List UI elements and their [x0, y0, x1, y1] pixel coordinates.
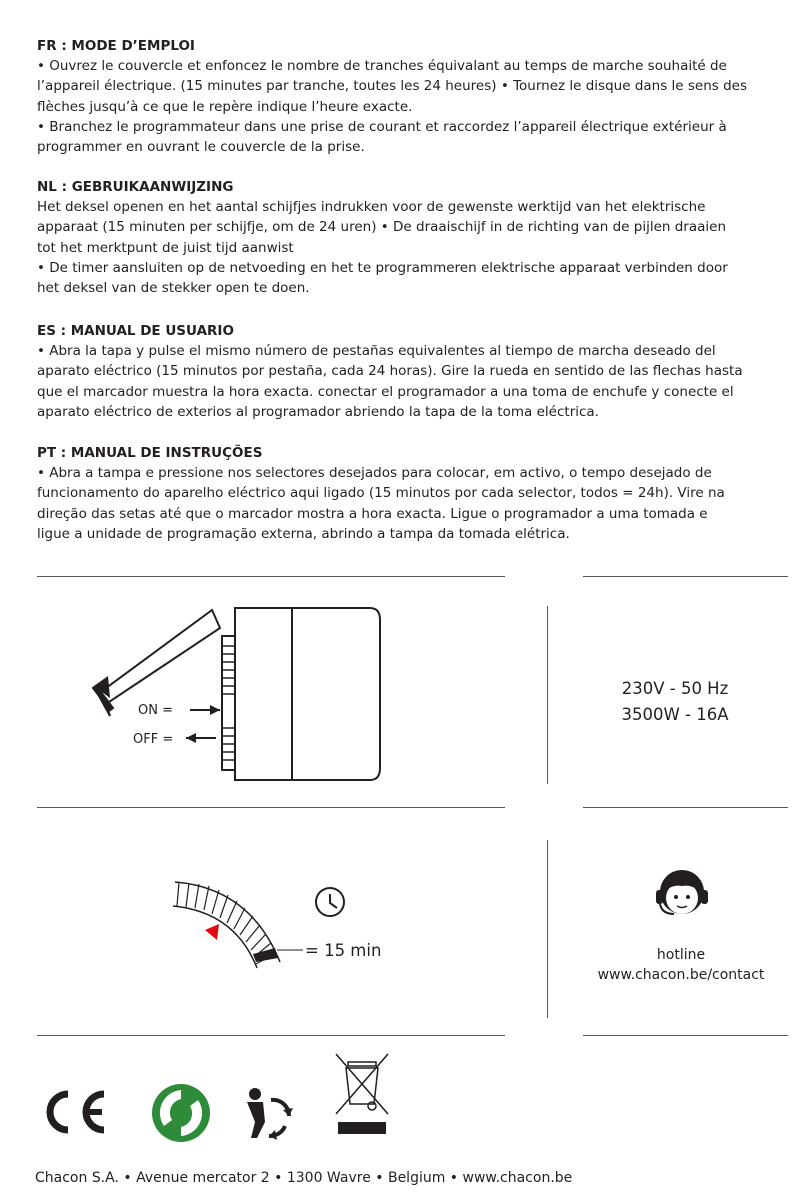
section-line: ligue a unidade de programação externa, abrindo a tampa da tomada elétrica.	[37, 525, 570, 542]
divider-rule	[583, 1035, 788, 1036]
section-line: • Abra a tampa e pressione nos selectores desejados para colocar, em activo, o tempo desejado de	[37, 465, 712, 481]
dial-marker	[205, 924, 219, 940]
section-line: het deksel van de stekker open te doen.	[37, 280, 310, 297]
headset-icon	[652, 862, 712, 924]
divider-rule	[37, 807, 505, 808]
section-line: programmer en ouvrant le couvercle de la prise.	[37, 139, 365, 156]
section-nl	[37, 177, 767, 298]
section-line: l’appareil électrique. (15 minutes par tranche, toutes les 24 heures) • Tournez le disque dans le sens des	[37, 78, 748, 95]
triman-recycle-icon	[237, 1082, 297, 1142]
divider-rule	[37, 1035, 505, 1036]
footer-address: Chacon S.A. • Avenue mercator 2 • 1300 Wavre • Belgium • www.chacon.be	[35, 1170, 573, 1186]
section-heading: PT : MANUAL DE INSTRUÇÕES	[37, 445, 263, 461]
section-line: • Branchez le programmateur dans une prise de courant et raccordez l’appareil électrique extérieur à	[37, 118, 727, 135]
ce-mark-icon	[38, 1088, 110, 1136]
timer-device-diagram	[80, 598, 410, 788]
section-heading: NL : GEBRUIKAANWIJZING	[37, 179, 234, 195]
section-line: aparato eléctrico (15 minutos por pestaña, cada 24 horas). Gire la rueda en sentido de las flechas hasta	[37, 363, 743, 380]
section-fr	[37, 36, 767, 157]
divider-rule	[583, 576, 788, 577]
hotline-url: www.chacon.be/contact	[597, 967, 765, 983]
section-line: aparato eléctrico de exterios al programador abriendo la tapa de la toma eléctrica.	[37, 403, 599, 420]
section-line: flèches jusqu’à ce que le repère indique l’heure exacte.	[37, 98, 413, 115]
green-dot-recycle-icon	[150, 1082, 212, 1144]
dial-diagram	[165, 870, 355, 1000]
section-es	[37, 321, 767, 422]
section-line: que el marcador muestra la hora exacta. conectar el programador a una toma de enchufe y conecte el	[37, 383, 734, 400]
section-line: tot het merktpunt de juist tijd aanwist	[37, 239, 294, 256]
divider-vertical	[547, 840, 548, 1018]
section-line: • Ouvrez le couvercle et enfoncez le nombre de tranches équivalant au temps de marche souhaité de	[37, 58, 727, 74]
dial-legend: = 15 min	[305, 941, 382, 960]
power-spec: 3500W - 16A	[621, 705, 729, 724]
section-line: • Abra la tapa y pulse el mismo número de pestañas equivalentes al tiempo de marcha deseado del	[37, 343, 716, 359]
divider-rule	[37, 576, 505, 577]
divider-rule	[583, 807, 788, 808]
off-label: OFF =	[133, 732, 174, 747]
section-line: direção das setas até que o marcador mostra a hora exacta. Ligue o programador a uma tomada e	[37, 505, 708, 522]
voltage-spec: 230V - 50 Hz	[621, 679, 729, 698]
hotline-label: hotline	[656, 947, 706, 963]
section-heading: ES : MANUAL DE USUARIO	[37, 323, 234, 339]
section-line: • De timer aansluiten op de netvoeding en het te programmeren elektrische apparaat verbinden door	[37, 259, 728, 276]
section-pt	[37, 443, 767, 544]
clock-icon	[316, 888, 344, 916]
section-line: funcionamento do aparelho eléctrico aqui ligado (15 minutos por cada selector, todos = 24h). Vire na	[37, 485, 725, 502]
on-label: ON =	[138, 703, 173, 718]
section-line: apparaat (15 minuten per schijfje, om de 24 uren) • De draaischijf in de richting van de pijlen draaien	[37, 219, 727, 236]
section-heading: FR : MODE D’EMPLOI	[37, 38, 195, 54]
weee-bin-icon	[334, 1052, 390, 1142]
divider-vertical	[547, 606, 548, 784]
section-line: Het deksel openen en het aantal schijfjes indrukken voor de gewenste werktijd van het elektrische	[37, 199, 706, 215]
